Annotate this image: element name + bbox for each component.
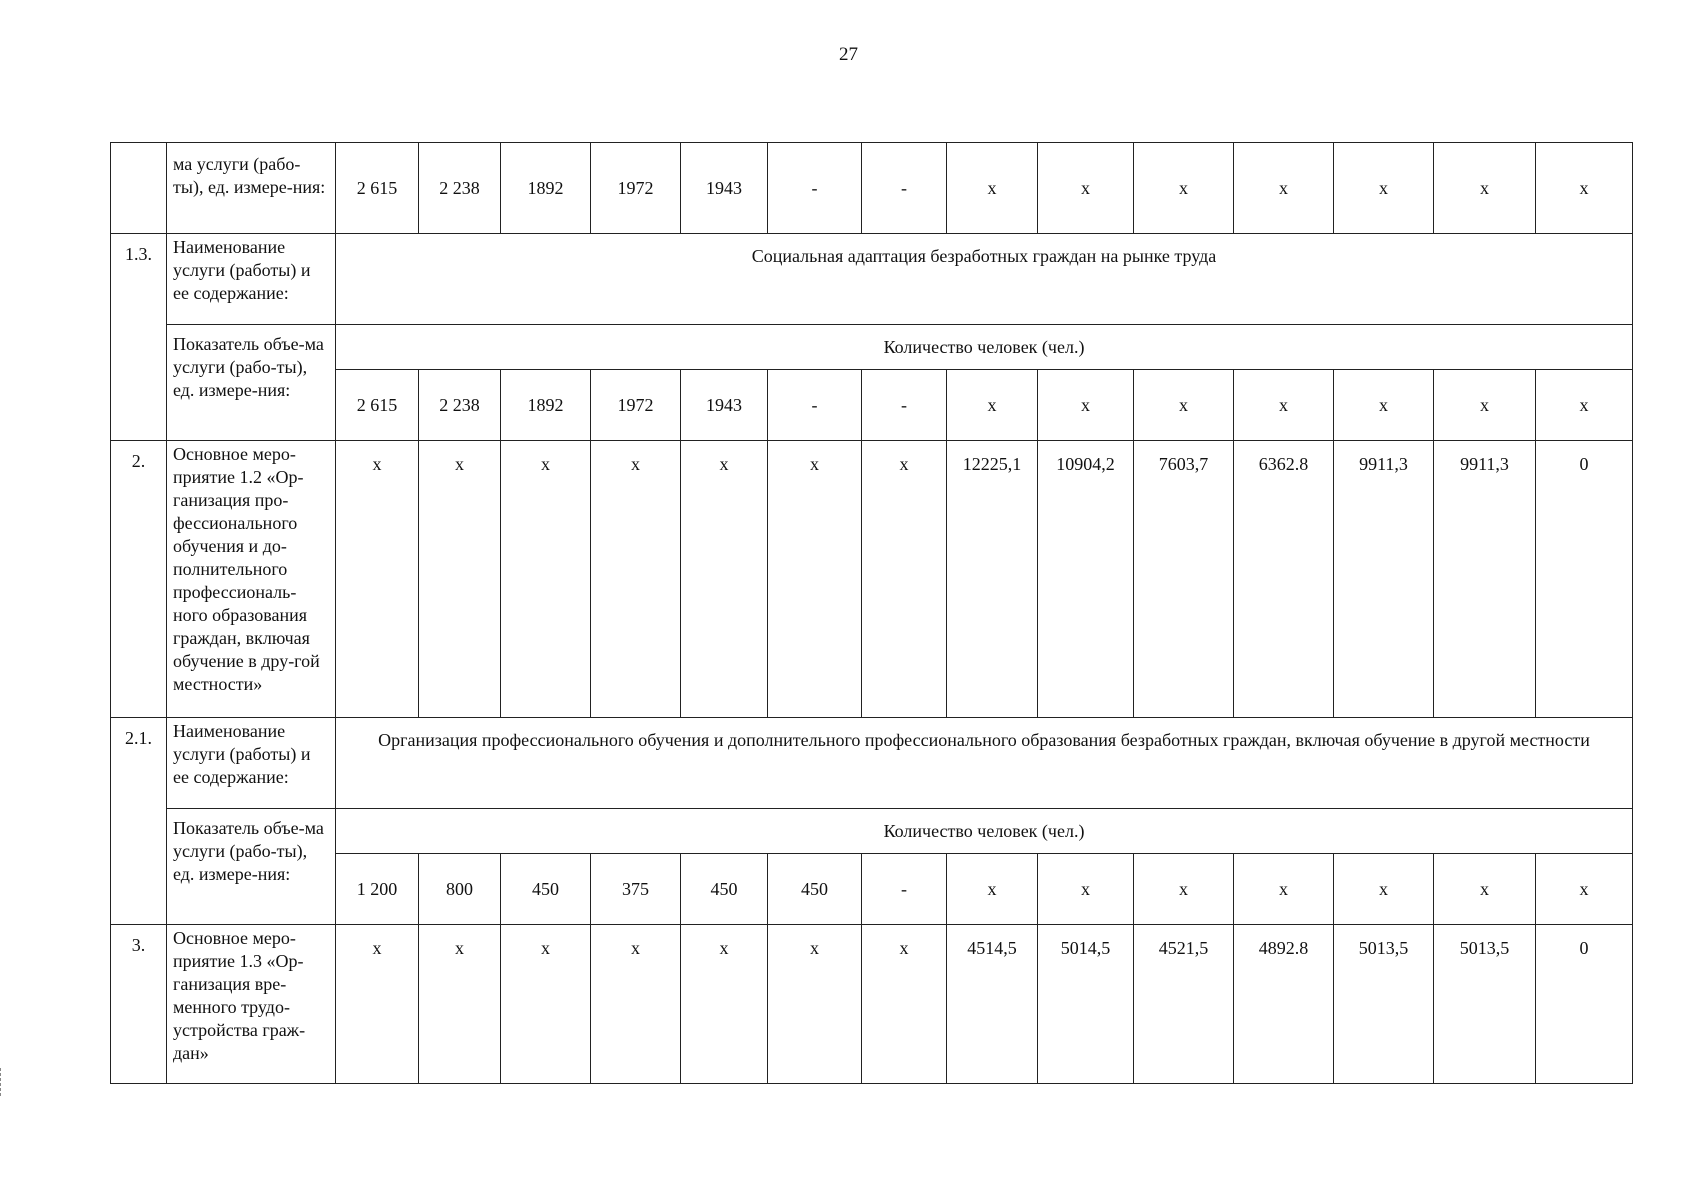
value-cell: -	[862, 854, 947, 925]
value-cell: x	[1234, 143, 1334, 234]
value-cell: 800	[419, 854, 501, 925]
value-cell: x	[947, 370, 1038, 441]
value-cell: 9911,3	[1334, 441, 1434, 718]
value-cell: x	[1234, 370, 1334, 441]
table-row	[111, 718, 1633, 809]
value-cell: 1892	[501, 143, 591, 234]
unit-text: Количество человек (чел.)	[336, 809, 1633, 854]
program-table	[110, 142, 1633, 1084]
value-cell: 0	[1536, 925, 1633, 1084]
indicator-label: Показатель объе-ма услуги (рабо-ты), ед. измере-ния:	[167, 325, 336, 441]
value-cell: x	[501, 441, 591, 718]
value-cell: 2 615	[336, 370, 419, 441]
value-cell: x	[1134, 370, 1234, 441]
value-cell: x	[1134, 143, 1234, 234]
indicator-label: Показатель объе-ма услуги (рабо-ты), ед. измере-ния:	[167, 809, 336, 925]
value-cell: x	[419, 441, 501, 718]
value-cell: 2 238	[419, 370, 501, 441]
value-cell: x	[1334, 854, 1434, 925]
value-cell: x	[768, 925, 862, 1084]
value-cell: 1 200	[336, 854, 419, 925]
value-cell: x	[591, 441, 681, 718]
value-cell: x	[681, 441, 768, 718]
value-cell: x	[1234, 854, 1334, 925]
value-cell: 450	[501, 854, 591, 925]
row-num-cell: 3.	[111, 925, 167, 1084]
value-cell: -	[862, 143, 947, 234]
value-cell: -	[768, 143, 862, 234]
value-cell: 2 615	[336, 143, 419, 234]
value-cell: 5013,5	[1434, 925, 1536, 1084]
scan-edge-mark	[0, 1068, 3, 1096]
value-cell: x	[862, 925, 947, 1084]
row-num-cell: 1.3.	[111, 234, 167, 441]
value-cell: 1972	[591, 370, 681, 441]
value-cell: 5013,5	[1334, 925, 1434, 1084]
value-cell: x	[947, 854, 1038, 925]
value-cell: 4521,5	[1134, 925, 1234, 1084]
value-cell: 6362.8	[1234, 441, 1334, 718]
value-cell: x	[336, 925, 419, 1084]
value-cell: 12225,1	[947, 441, 1038, 718]
value-cell: x	[501, 925, 591, 1084]
value-cell: x	[1536, 370, 1633, 441]
table-row	[111, 441, 1633, 718]
table-row	[111, 925, 1633, 1084]
unit-text: Количество человек (чел.)	[336, 325, 1633, 370]
page-number: 27	[839, 44, 858, 65]
service-name-text: Социальная адаптация безработных граждан на рынке труда	[336, 234, 1633, 325]
value-cell: x	[1038, 854, 1134, 925]
table-row	[111, 234, 1633, 325]
value-cell: x	[862, 441, 947, 718]
table-row	[111, 809, 1633, 854]
value-cell: x	[1536, 854, 1633, 925]
value-cell: 450	[768, 854, 862, 925]
value-cell: x	[1334, 370, 1434, 441]
service-name-text: Организация профессионального обучения и дополнительного профессионального образования безработных граждан, включая обучение в другой местности	[336, 718, 1633, 809]
value-cell: 450	[681, 854, 768, 925]
table-row	[111, 854, 1633, 925]
value-cell: 375	[591, 854, 681, 925]
value-cell: x	[1334, 143, 1434, 234]
value-cell: x	[1038, 370, 1134, 441]
value-cell: x	[419, 925, 501, 1084]
value-cell: x	[591, 925, 681, 1084]
value-cell: x	[1434, 854, 1536, 925]
value-cell: 1943	[681, 143, 768, 234]
value-cell: 1943	[681, 370, 768, 441]
value-cell: x	[768, 441, 862, 718]
value-cell: 4892.8	[1234, 925, 1334, 1084]
value-cell: 4514,5	[947, 925, 1038, 1084]
value-cell: 2 238	[419, 143, 501, 234]
table-row	[111, 143, 1633, 234]
value-cell: x	[1038, 143, 1134, 234]
table-row	[111, 325, 1633, 370]
value-cell: 0	[1536, 441, 1633, 718]
value-cell: 10904,2	[1038, 441, 1134, 718]
value-cell: 1892	[501, 370, 591, 441]
table-row	[111, 370, 1633, 441]
activity-label: Основное меро-приятие 1.2 «Ор-ганизация про-фессионального обучения и до-полнительного профессиональ-ного образования граждан, включая обучение в дру-гой местности»	[167, 441, 336, 718]
row-num-cell: 2.	[111, 441, 167, 718]
indicator-label: ма услуги (рабо-ты), ед. измере-ния:	[167, 143, 336, 234]
value-cell: x	[1536, 143, 1633, 234]
activity-label: Основное меро-приятие 1.3 «Ор-ганизация вре-менного трудо-устройства граж-дан»	[167, 925, 336, 1084]
service-name-label: Наименование услуги (работы) и ее содержание:	[167, 718, 336, 809]
service-name-label: Наименование услуги (работы) и ее содержание:	[167, 234, 336, 325]
value-cell: -	[862, 370, 947, 441]
value-cell: x	[1434, 143, 1536, 234]
value-cell: x	[947, 143, 1038, 234]
value-cell: x	[1434, 370, 1536, 441]
value-cell: x	[1134, 854, 1234, 925]
row-num-cell	[111, 143, 167, 234]
value-cell: 1972	[591, 143, 681, 234]
value-cell: x	[681, 925, 768, 1084]
row-num-cell: 2.1.	[111, 718, 167, 925]
value-cell: 7603,7	[1134, 441, 1234, 718]
value-cell: x	[336, 441, 419, 718]
value-cell: 9911,3	[1434, 441, 1536, 718]
value-cell: 5014,5	[1038, 925, 1134, 1084]
value-cell: -	[768, 370, 862, 441]
